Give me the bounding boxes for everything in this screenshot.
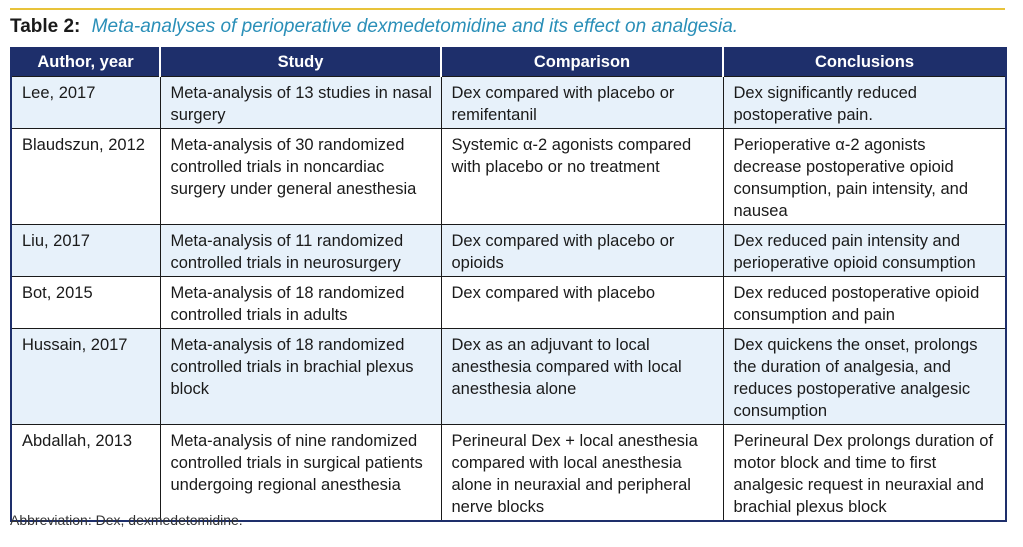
cell-study: Meta-analysis of nine randomized controlled trials in surgical patients undergoing regional anesthesia [160, 425, 441, 522]
cell-comparison: Dex as an adjuvant to local anesthesia compared with local anesthesia alone [441, 329, 723, 425]
cell-conclusions: Dex reduced postoperative opioid consumption and pain [723, 277, 1006, 329]
cell-author-year: Liu, 2017 [11, 225, 160, 277]
cell-author-year: Blaudszun, 2012 [11, 129, 160, 225]
table-row [11, 129, 1006, 225]
cell-study: Meta-analysis of 18 randomized controlled trials in brachial plexus block [160, 329, 441, 425]
table-row [11, 77, 1006, 129]
header-study: Study [160, 48, 441, 77]
abbreviation-footnote: Abbreviation: Dex, dexmedetomidine. [10, 512, 243, 528]
table-row [11, 425, 1006, 522]
cell-conclusions: Dex quickens the onset, prolongs the duration of analgesia, and reduces postoperative analgesic consumption [723, 329, 1006, 425]
cell-study: Meta-analysis of 18 randomized controlled trials in adults [160, 277, 441, 329]
table-title: Meta-analyses of perioperative dexmedetomidine and its effect on analgesia. [91, 16, 739, 37]
cell-author-year: Hussain, 2017 [11, 329, 160, 425]
cell-author-year: Bot, 2015 [11, 277, 160, 329]
cell-conclusions: Perineural Dex prolongs duration of motor block and time to first analgesic request in neuraxial and brachial plexus block [723, 425, 1006, 522]
header-comparison: Comparison [441, 48, 723, 77]
top-rule [10, 8, 1005, 10]
cell-comparison: Perineural Dex + local anesthesia compared with local anesthesia alone in neuraxial and peripheral nerve blocks [441, 425, 723, 522]
table-caption [10, 14, 738, 40]
cell-comparison: Dex compared with placebo [441, 277, 723, 329]
header-author-year: Author, year [11, 48, 160, 77]
header-conclusions: Conclusions [723, 48, 1006, 77]
table-row [11, 329, 1006, 425]
meta-analysis-table [10, 47, 1007, 522]
cell-conclusions: Perioperative α-2 agonists decrease postoperative opioid consumption, pain intensity, and nausea [723, 129, 1006, 225]
cell-study: Meta-analysis of 13 studies in nasal surgery [160, 77, 441, 129]
table-label: Table 2: [10, 16, 81, 37]
cell-conclusions: Dex reduced pain intensity and perioperative opioid consumption [723, 225, 1006, 277]
cell-comparison: Dex compared with placebo or opioids [441, 225, 723, 277]
table-row [11, 225, 1006, 277]
header-row [11, 48, 1006, 77]
cell-comparison: Dex compared with placebo or remifentanil [441, 77, 723, 129]
cell-comparison: Systemic α-2 agonists compared with placebo or no treatment [441, 129, 723, 225]
cell-author-year: Lee, 2017 [11, 77, 160, 129]
table-row [11, 277, 1006, 329]
cell-conclusions: Dex significantly reduced postoperative pain. [723, 77, 1006, 129]
cell-author-year: Abdallah, 2013 [11, 425, 160, 522]
cell-study: Meta-analysis of 30 randomized controlled trials in noncardiac surgery under general anesthesia [160, 129, 441, 225]
cell-study: Meta-analysis of 11 randomized controlled trials in neurosurgery [160, 225, 441, 277]
